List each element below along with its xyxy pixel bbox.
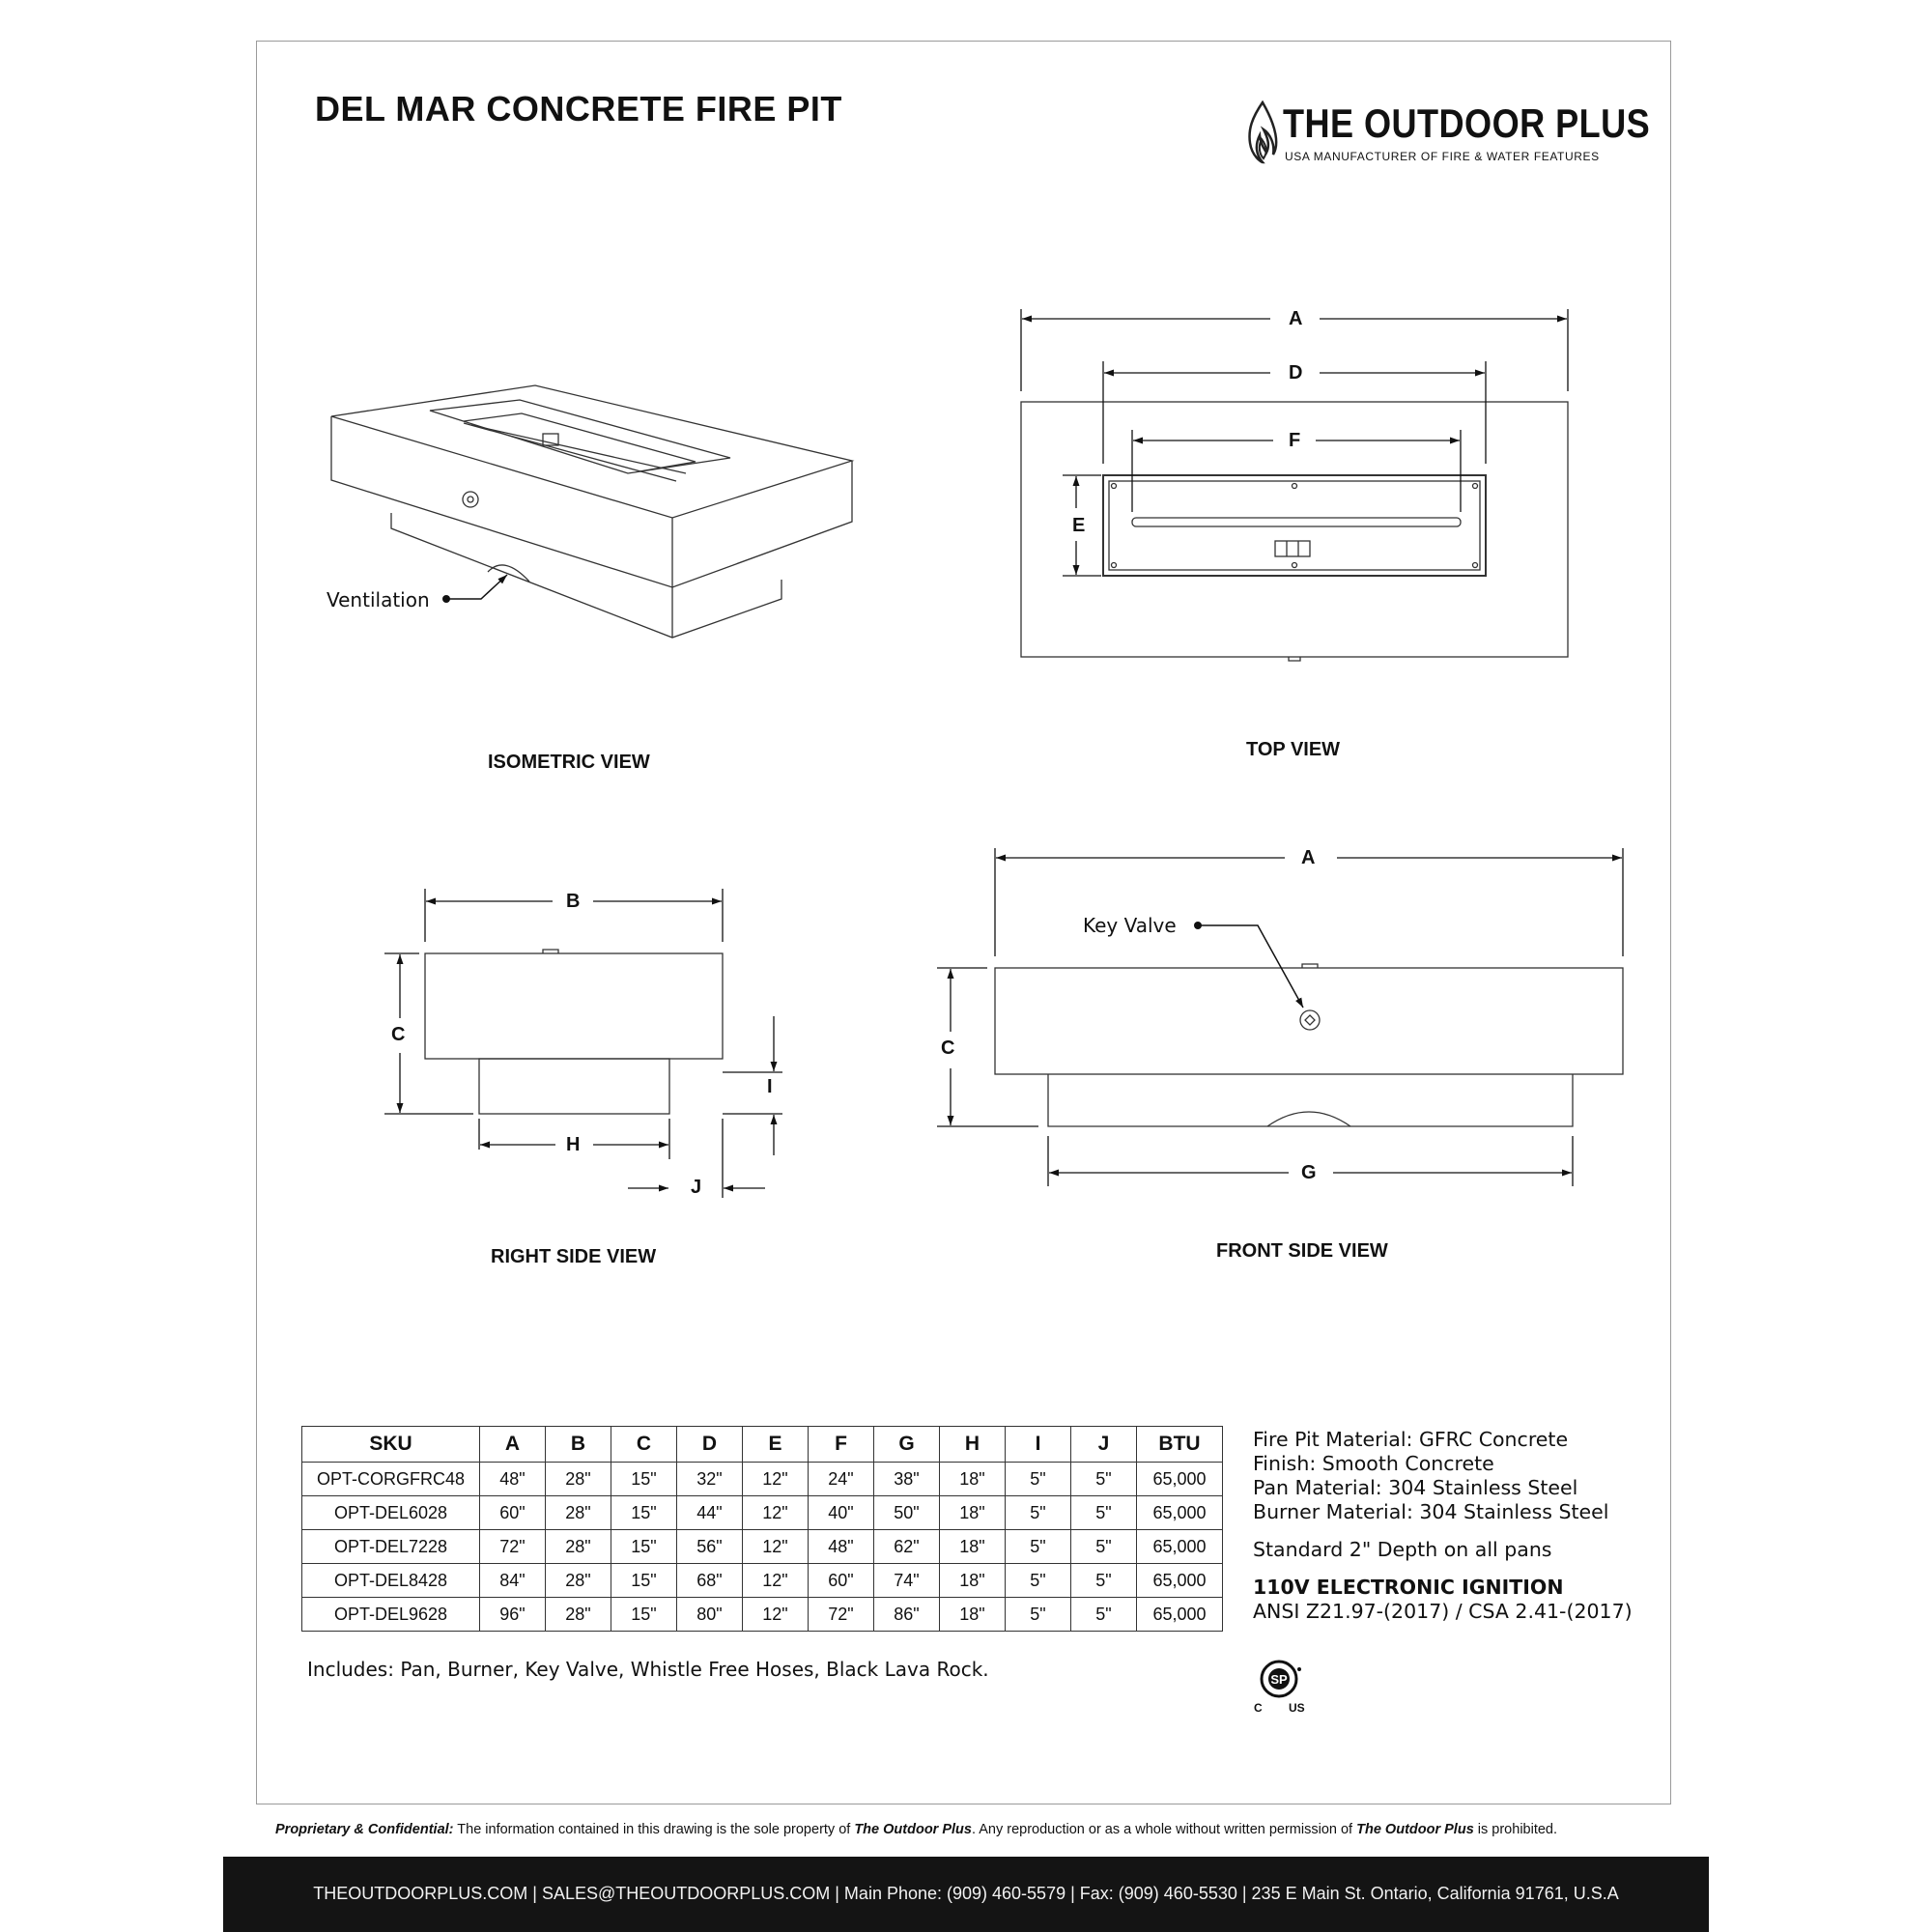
dim-label-i: I — [767, 1076, 773, 1097]
dim-label-g: G — [1301, 1162, 1317, 1183]
table-cell: 12" — [743, 1530, 809, 1564]
dim-label-c-front: C — [941, 1037, 955, 1059]
column-header-sku: SKU — [302, 1427, 480, 1463]
table-cell: 80" — [677, 1598, 743, 1632]
table-cell: 5" — [1071, 1496, 1137, 1530]
table-cell: 15" — [611, 1463, 677, 1496]
dimension-table — [301, 1426, 1223, 1632]
table-cell: 12" — [743, 1564, 809, 1598]
column-header-j: J — [1071, 1427, 1137, 1463]
table-cell: 28" — [546, 1564, 611, 1598]
dim-label-d: D — [1289, 362, 1303, 384]
table-cell: 5" — [1006, 1598, 1071, 1632]
brand-tagline: USA MANUFACTURER OF FIRE & WATER FEATURES — [1285, 150, 1600, 163]
column-header-btu: BTU — [1137, 1427, 1223, 1463]
footer-contact-bar — [223, 1857, 1709, 1932]
table-cell: 18" — [940, 1496, 1006, 1530]
isometric-view-title: ISOMETRIC VIEW — [488, 752, 650, 773]
table-row — [302, 1463, 1223, 1496]
table-cell: 96" — [480, 1598, 546, 1632]
spec-finish: Finish: Smooth Concrete — [1253, 1452, 1494, 1475]
table-cell: 65,000 — [1137, 1598, 1223, 1632]
column-header-h: H — [940, 1427, 1006, 1463]
table-cell: 5" — [1006, 1564, 1071, 1598]
table-cell: 28" — [546, 1463, 611, 1496]
table-cell: 48" — [480, 1463, 546, 1496]
table-header-row — [302, 1427, 1223, 1463]
table-cell: 60" — [480, 1496, 546, 1530]
dim-label-h: H — [566, 1134, 581, 1155]
spec-ignition: 110V ELECTRONIC IGNITION — [1253, 1576, 1564, 1599]
table-cell: 5" — [1071, 1463, 1137, 1496]
confidential-label: Proprietary & Confidential: — [275, 1822, 454, 1837]
table-cell: 5" — [1071, 1564, 1137, 1598]
table-cell: 65,000 — [1137, 1530, 1223, 1564]
includes-text: Includes: Pan, Burner, Key Valve, Whistle Free Hoses, Black Lava Rock. — [307, 1658, 989, 1681]
table-row — [302, 1598, 1223, 1632]
table-cell: 5" — [1006, 1496, 1071, 1530]
key-valve-label: Key Valve — [1083, 914, 1177, 937]
column-header-g: G — [874, 1427, 940, 1463]
table-cell: OPT-DEL6028 — [302, 1496, 480, 1530]
table-cell: OPT-DEL8428 — [302, 1564, 480, 1598]
ventilation-label: Ventilation — [327, 588, 430, 611]
column-header-f: F — [809, 1427, 874, 1463]
table-cell: 12" — [743, 1496, 809, 1530]
front-side-view-dimensions — [937, 848, 1623, 1186]
table-cell: 12" — [743, 1463, 809, 1496]
note-part-1: The information contained in this drawing is the sole property of — [453, 1822, 855, 1837]
table-cell: 28" — [546, 1598, 611, 1632]
table-cell: 72" — [480, 1530, 546, 1564]
table-cell: 65,000 — [1137, 1463, 1223, 1496]
table-cell: 15" — [611, 1496, 677, 1530]
table-cell: OPT-DEL7228 — [302, 1530, 480, 1564]
table-cell: 15" — [611, 1530, 677, 1564]
table-cell: 28" — [546, 1496, 611, 1530]
column-header-b: B — [546, 1427, 611, 1463]
column-header-c: C — [611, 1427, 677, 1463]
footer-contact-text: THEOUTDOORPLUS.COM | SALES@THEOUTDOORPLUS.COM | Main Phone: (909) 460-5579 | Fax: (909) 460-5530 | 235 E Main St. Ontario, California 91761, U.S.A — [313, 1884, 1619, 1903]
front-side-view-drawing — [995, 964, 1623, 1126]
csa-mark-text: SP — [1270, 1672, 1288, 1687]
dim-label-b: B — [566, 891, 581, 912]
spec-standards: ANSI Z21.97-(2017) / CSA 2.41-(2017) — [1253, 1600, 1633, 1623]
table-cell: 84" — [480, 1564, 546, 1598]
note-part-3: is prohibited. — [1473, 1822, 1558, 1837]
table-cell: 44" — [677, 1496, 743, 1530]
material-specs — [1253, 1428, 1633, 1624]
note-part-2: . Any reproduction or as a whole without written permission of — [971, 1822, 1357, 1837]
table-cell: 56" — [677, 1530, 743, 1564]
table-cell: 28" — [546, 1530, 611, 1564]
table-cell: 40" — [809, 1496, 874, 1530]
column-header-d: D — [677, 1427, 743, 1463]
table-cell: 5" — [1006, 1530, 1071, 1564]
table-cell: 15" — [611, 1564, 677, 1598]
ventilation-callout — [442, 575, 507, 603]
dim-label-f: F — [1289, 430, 1301, 451]
top-view-title: TOP VIEW — [1246, 739, 1341, 760]
csa-certification-icon — [1250, 1652, 1312, 1719]
table-cell: 38" — [874, 1463, 940, 1496]
dim-label-a-top: A — [1289, 308, 1303, 329]
table-cell: 60" — [809, 1564, 874, 1598]
table-cell: 32" — [677, 1463, 743, 1496]
table-cell: 5" — [1071, 1598, 1137, 1632]
spec-material: Fire Pit Material: GFRC Concrete — [1253, 1428, 1569, 1451]
table-cell: 5" — [1071, 1530, 1137, 1564]
csa-us-text: US — [1289, 1701, 1305, 1715]
page-title: DEL MAR CONCRETE FIRE PIT — [315, 89, 842, 128]
right-side-view-title: RIGHT SIDE VIEW — [491, 1246, 657, 1267]
table-cell: 15" — [611, 1598, 677, 1632]
table-cell: 62" — [874, 1530, 940, 1564]
column-header-a: A — [480, 1427, 546, 1463]
dim-label-c-side: C — [391, 1024, 406, 1045]
table-cell: 68" — [677, 1564, 743, 1598]
table-cell: 5" — [1006, 1463, 1071, 1496]
dim-label-a-front: A — [1301, 847, 1316, 868]
brand-name: THE OUTDOOR PLUS — [1283, 100, 1651, 146]
table-cell: 65,000 — [1137, 1496, 1223, 1530]
table-cell: 65,000 — [1137, 1564, 1223, 1598]
key-valve-callout — [1194, 922, 1303, 1008]
table-cell: 18" — [940, 1564, 1006, 1598]
table-cell: 18" — [940, 1598, 1006, 1632]
front-side-view-title: FRONT SIDE VIEW — [1216, 1240, 1388, 1262]
right-side-view-drawing — [425, 950, 723, 1114]
column-header-e: E — [743, 1427, 809, 1463]
spec-burner: Burner Material: 304 Stainless Steel — [1253, 1500, 1609, 1523]
table-cell: 86" — [874, 1598, 940, 1632]
dim-label-e: E — [1072, 515, 1086, 536]
table-cell: 72" — [809, 1598, 874, 1632]
spec-depth: Standard 2" Depth on all pans — [1253, 1538, 1552, 1561]
table-cell: 24" — [809, 1463, 874, 1496]
table-row — [302, 1530, 1223, 1564]
confidentiality-note — [275, 1822, 1557, 1837]
table-row — [302, 1496, 1223, 1530]
company-name-1: The Outdoor Plus — [854, 1822, 972, 1837]
table-cell: 50" — [874, 1496, 940, 1530]
table-cell: 74" — [874, 1564, 940, 1598]
dim-label-j: J — [691, 1177, 702, 1198]
company-name-2: The Outdoor Plus — [1356, 1822, 1474, 1837]
column-header-i: I — [1006, 1427, 1071, 1463]
table-cell: 18" — [940, 1463, 1006, 1496]
table-row — [302, 1564, 1223, 1598]
table-cell: 18" — [940, 1530, 1006, 1564]
table-cell: 48" — [809, 1530, 874, 1564]
table-cell: 12" — [743, 1598, 809, 1632]
csa-c-text: C — [1254, 1701, 1263, 1715]
table-cell: OPT-CORGFRC48 — [302, 1463, 480, 1496]
spec-pan: Pan Material: 304 Stainless Steel — [1253, 1476, 1578, 1499]
table-cell: OPT-DEL9628 — [302, 1598, 480, 1632]
